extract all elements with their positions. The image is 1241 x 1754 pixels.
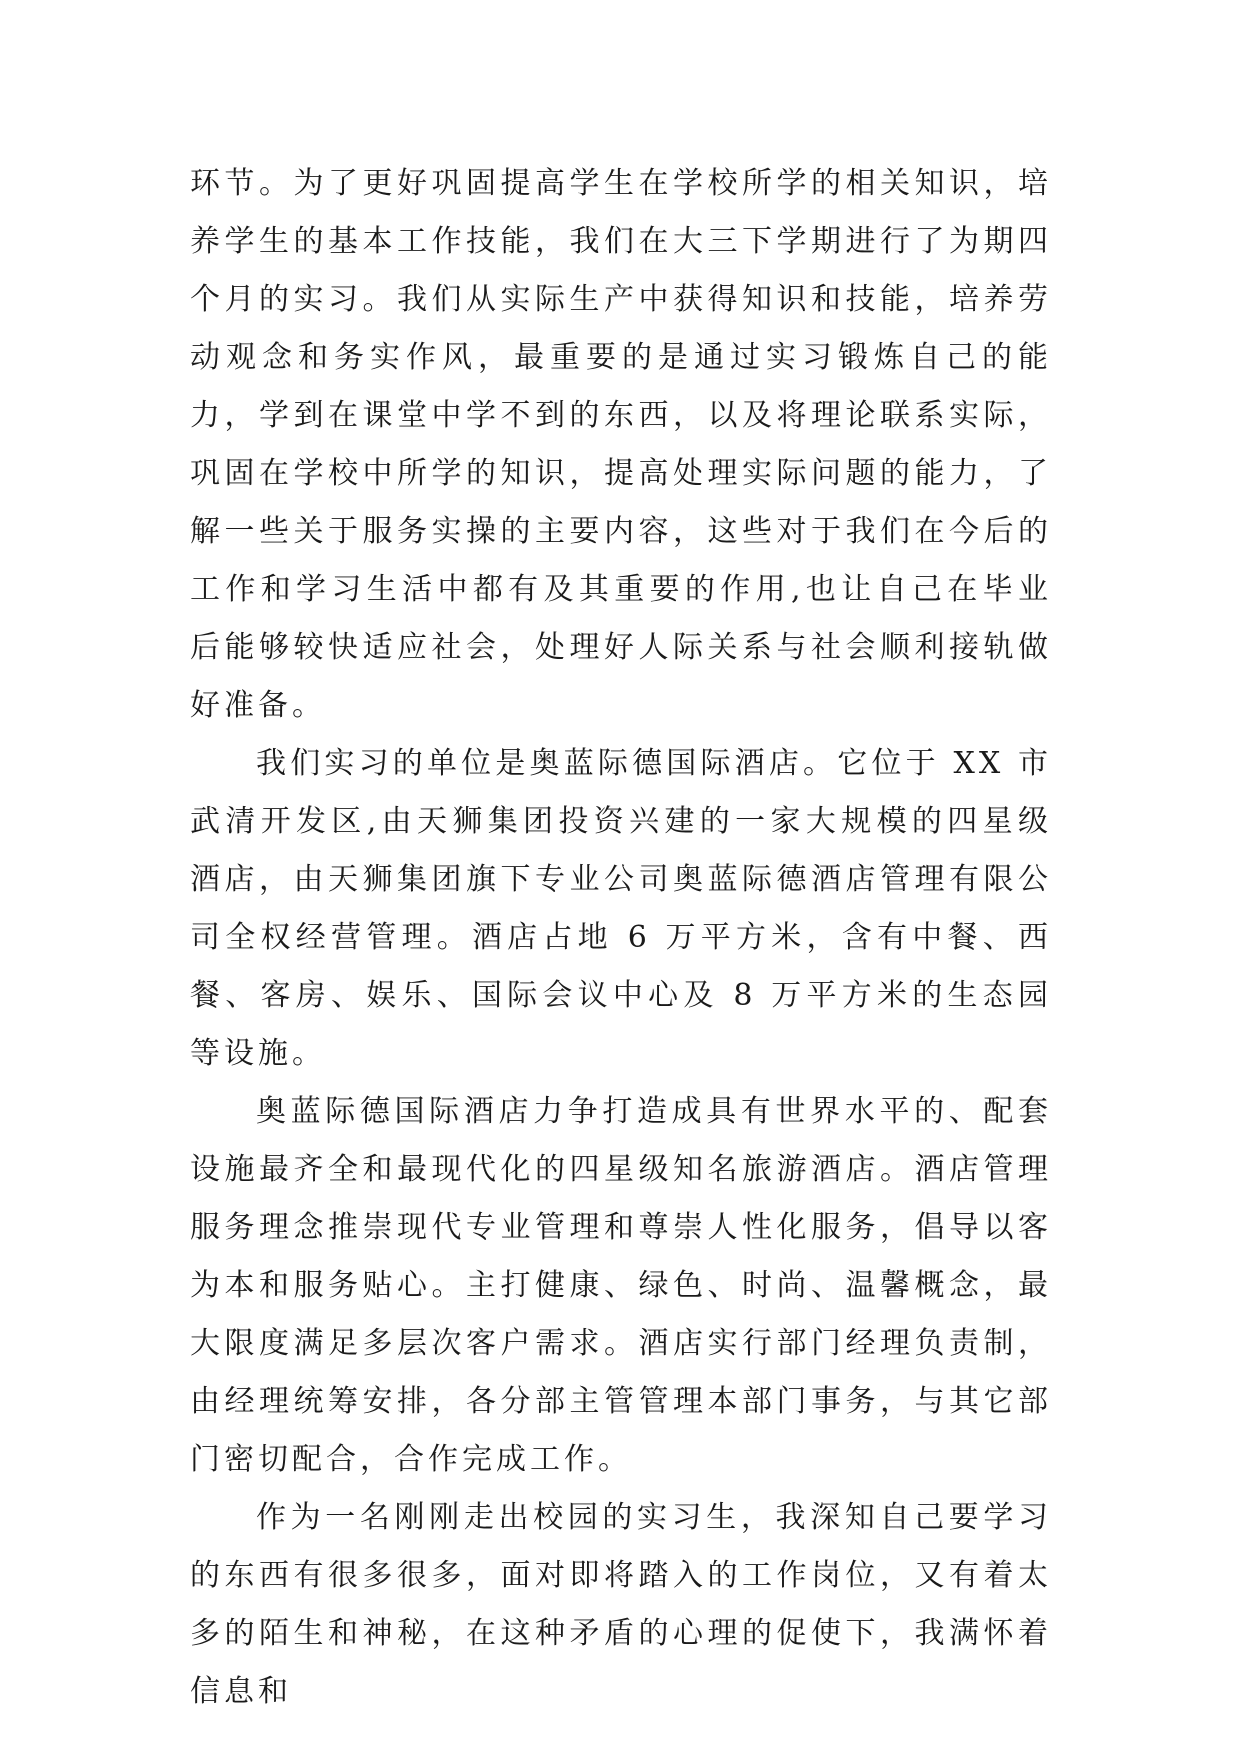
- paragraph-internship-unit: 我们实习的单位是奥蓝际德国际酒店。它位于 XX 市武清开发区,由天狮集团投资兴建的一家大规模的四星级酒店，由天狮集团旗下专业公司奥蓝际德酒店管理有限公司全权经营管理。酒店占地 6 万平方米，含有中餐、西餐、客房、娱乐、国际会议中心及 8 万平方米的生态园等设施。: [190, 746, 1052, 1071]
- paragraph-intern-reflection: 作为一名刚刚走出校园的实习生，我深知自己要学习的东西有很多很多，面对即将踏入的工作岗位，又有着太多的陌生和神秘，在这种矛盾的心理的促使下，我满怀着信息和: [190, 1500, 1052, 1709]
- paragraph-continuation: 环节。为了更好巩固提高学生在学校所学的相关知识，培养学生的基本工作技能，我们在大三下学期进行了为期四个月的实习。我们从实际生产中获得知识和技能，培养劳动观念和务实作风，最重要的是通过实习锻炼自己的能力，学到在课堂中学不到的东西，以及将理论联系实际，巩固在学校中所学的知识，提高处理实际问题的能力，了解一些关于服务实操的主要内容，这些对于我们在今后的工作和学习生活中都有及其重要的作用,也让自己在毕业后能够较快适应社会，处理好人际关系与社会顺利接轨做好准备。: [190, 166, 1052, 723]
- paragraph-hotel-philosophy: 奥蓝际德国际酒店力争打造成具有世界水平的、配套设施最齐全和最现代化的四星级知名旅游酒店。酒店管理服务理念推崇现代专业管理和尊崇人性化服务，倡导以客为本和服务贴心。主打健康、绿色、时尚、温馨概念，最大限度满足多层次客户需求。酒店实行部门经理负责制，由经理统筹安排，各分部主管管理本部门事务，与其它部门密切配合，合作完成工作。: [190, 1094, 1052, 1477]
- document-body: [190, 155, 1052, 1721]
